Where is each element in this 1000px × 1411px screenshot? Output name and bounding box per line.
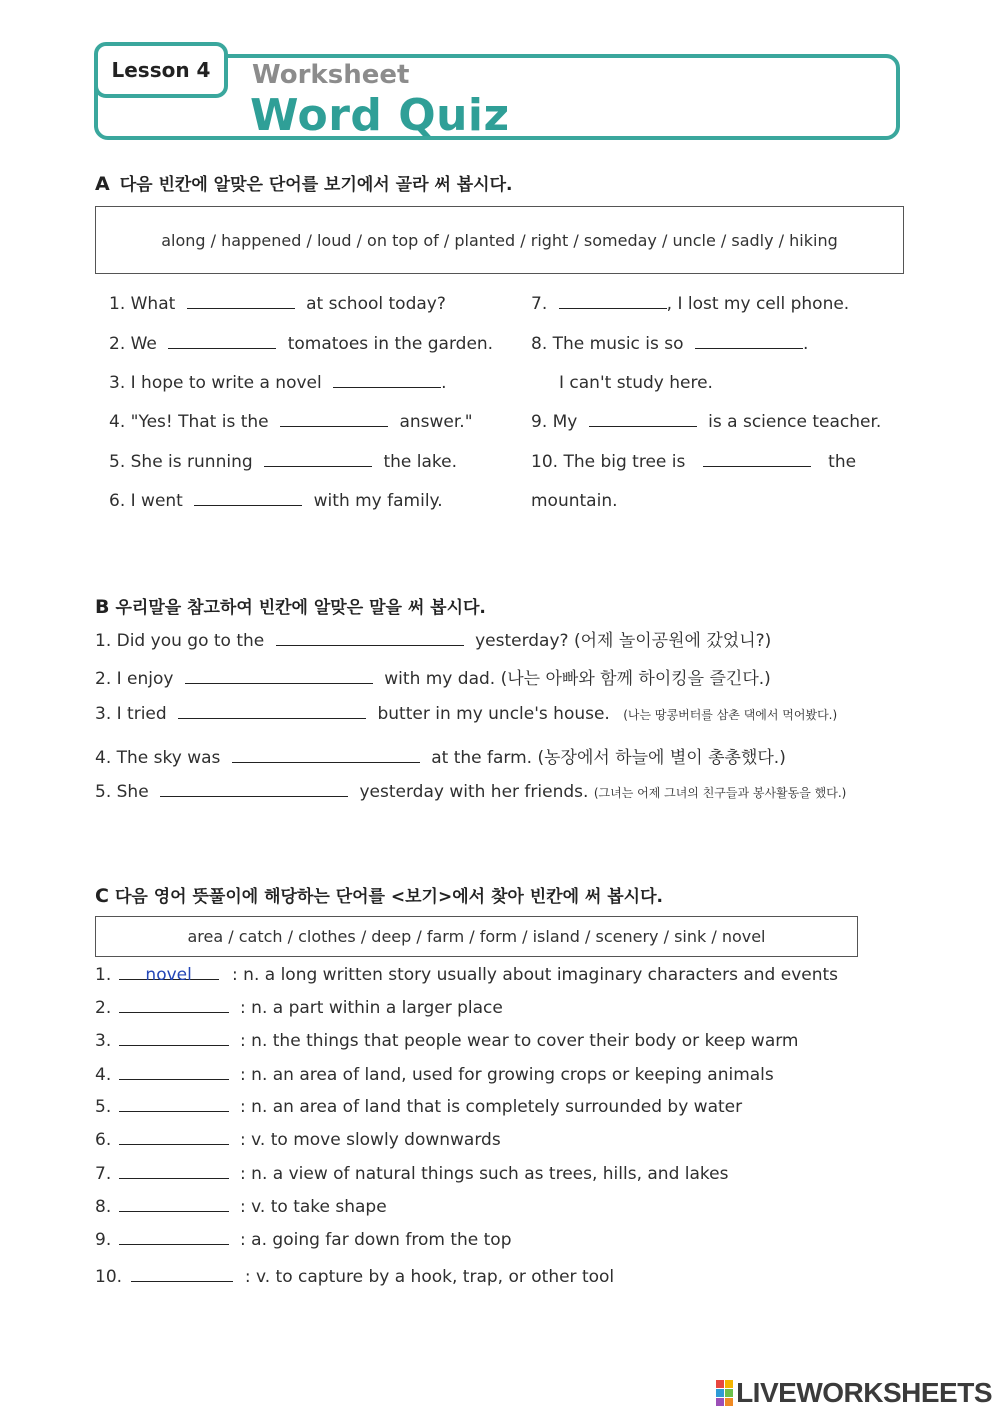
a-q2-start: 2. We <box>109 334 157 354</box>
a-q5-start: 5. She is running <box>109 452 253 472</box>
c-item-definition: : v. to move slowly downwards <box>240 1130 501 1150</box>
b-q4-korean: (농장에서 하늘에 별이 총총했다.) <box>537 748 786 768</box>
a-q10-blank[interactable] <box>703 452 811 467</box>
section-c-word-bank-text: area / catch / clothes / deep / farm / form / island / scenery / sink / novel <box>187 927 766 946</box>
c-item-4-blank[interactable] <box>119 1065 229 1080</box>
b-q2-blank[interactable] <box>185 669 373 684</box>
a-q4 <box>109 412 473 432</box>
logo-block <box>716 1389 724 1397</box>
worksheet-subtitle: Worksheet <box>252 60 410 90</box>
logo-block <box>725 1389 733 1397</box>
section-a-word-bank <box>95 206 904 274</box>
a-q1-blank[interactable] <box>187 294 295 309</box>
c-item-number: 4. <box>95 1065 112 1085</box>
c-item-number: 3. <box>95 1031 112 1051</box>
section-a-instruction: 다음 빈칸에 알맞은 단어를 보기에서 골라 써 봅시다. <box>119 175 513 195</box>
b-q4-blank[interactable] <box>232 748 420 763</box>
c-item-number: 1. <box>95 965 112 985</box>
section-c-letter: C <box>95 885 109 907</box>
b-q3-korean: (나는 땅콩버터를 삼촌 댁에서 먹어봤다.) <box>623 708 838 722</box>
a-q3 <box>109 373 447 393</box>
c-item-7-blank[interactable] <box>119 1164 229 1179</box>
section-b-instruction: 우리말을 참고하여 빈칸에 알맞은 말을 써 봅시다. <box>115 598 486 618</box>
a-q7-start: 7. <box>531 294 548 314</box>
c-item-6-blank[interactable] <box>119 1130 229 1145</box>
c-item-5-blank[interactable] <box>119 1097 229 1112</box>
liveworksheets-logo-text: LIVEWORKSHEETS <box>736 1377 992 1408</box>
a-q3-blank[interactable] <box>333 373 441 388</box>
a-q2-end: tomatoes in the garden. <box>287 334 494 354</box>
logo-block <box>716 1398 724 1406</box>
c-item-number: 10. <box>95 1267 123 1287</box>
c-item-2-blank[interactable] <box>119 998 229 1013</box>
b-q3-start: 3. I tried <box>95 704 167 724</box>
c-item-definition: : v. to capture by a hook, trap, or other tool <box>244 1267 615 1287</box>
a-q5 <box>109 452 457 472</box>
b-q5-end: yesterday with her friends. <box>359 782 589 802</box>
logo-block <box>725 1380 733 1388</box>
logo-block <box>725 1398 733 1406</box>
c-item <box>95 1031 799 1051</box>
c-item <box>95 998 503 1018</box>
b-q5 <box>95 782 846 802</box>
b-q5-blank[interactable] <box>160 782 348 797</box>
c-item-definition: : v. to take shape <box>240 1197 387 1217</box>
liveworksheets-logo[interactable] <box>716 1377 992 1409</box>
b-q3-blank[interactable] <box>178 704 366 719</box>
b-q3 <box>95 704 837 724</box>
b-q2-korean: (나는 아빠와 함께 하이킹을 즐긴다.) <box>500 669 771 689</box>
c-item <box>95 1065 774 1085</box>
c-item-3-blank[interactable] <box>119 1031 229 1046</box>
c-item-8-blank[interactable] <box>119 1197 229 1212</box>
a-q3-start: 3. I hope to write a novel <box>109 373 322 393</box>
c-item <box>95 1230 511 1250</box>
a-q6-blank[interactable] <box>194 491 302 506</box>
c-item-9-blank[interactable] <box>119 1230 229 1245</box>
c-item <box>95 965 838 985</box>
a-q2-blank[interactable] <box>168 334 276 349</box>
a-q1 <box>109 294 446 314</box>
a-q1-start: 1. What <box>109 294 176 314</box>
a-q5-blank[interactable] <box>264 452 372 467</box>
b-q1-korean: (어제 놀이공원에 갔었니?) <box>573 631 772 651</box>
c-item-number: 5. <box>95 1097 112 1117</box>
b-q4-end: at the farm. <box>431 748 533 768</box>
section-b-letter: B <box>95 596 110 618</box>
section-a-word-bank-text: along / happened / loud / on top of / planted / right / someday / uncle / sadly / hiking <box>161 230 838 250</box>
c-item <box>95 1267 614 1287</box>
b-q2-start: 2. I enjoy <box>95 669 174 689</box>
a-q7 <box>531 294 849 314</box>
c-item-10-blank[interactable] <box>131 1267 233 1282</box>
c-item-definition: : n. a part within a larger place <box>240 998 503 1018</box>
logo-block <box>716 1380 724 1388</box>
c-item-number: 8. <box>95 1197 112 1217</box>
lesson-label: Lesson 4 <box>94 42 228 98</box>
b-q3-end: butter in my uncle's house. <box>377 704 610 724</box>
section-a-letter: A <box>95 173 110 195</box>
a-q8-blank[interactable] <box>695 334 803 349</box>
a-q2 <box>109 334 493 354</box>
a-q8-continued: I can't study here. <box>559 373 713 393</box>
c-item-1-blank[interactable]: novel <box>119 965 219 980</box>
a-q9 <box>531 412 881 432</box>
a-q10 <box>531 452 856 472</box>
c-item-definition: : n. an area of land that is completely surrounded by water <box>240 1097 743 1117</box>
c-item-number: 2. <box>95 998 112 1018</box>
c-item <box>95 1130 501 1150</box>
c-item-definition: : n. a long written story usually about imaginary characters and events <box>232 965 839 985</box>
c-item-definition: : n. an area of land, used for growing crops or keeping animals <box>240 1065 774 1085</box>
section-a-heading <box>95 170 512 195</box>
b-q1-blank[interactable] <box>276 631 464 646</box>
b-q2-end: with my dad. <box>384 669 496 689</box>
c-item <box>95 1164 728 1184</box>
b-q4-start: 4. The sky was <box>95 748 221 768</box>
a-q4-end: answer." <box>399 412 473 432</box>
c-item-definition: : n. the things that people wear to cover their body or keep warm <box>240 1031 799 1051</box>
c-item-number: 7. <box>95 1164 112 1184</box>
a-q8 <box>531 334 808 354</box>
a-q5-end: the lake. <box>383 452 457 472</box>
section-c-word-bank <box>95 916 858 957</box>
b-q5-start: 5. She <box>95 782 149 802</box>
a-q8-start: 8. The music is so <box>531 334 684 354</box>
a-q8-end: . <box>802 334 809 354</box>
c-item-definition: : a. going far down from the top <box>240 1230 512 1250</box>
a-q10-end: the <box>828 452 857 472</box>
b-q5-korean: (그녀는 어제 그녀의 친구들과 봉사활동을 했다.) <box>593 786 847 800</box>
section-c-heading <box>95 882 663 907</box>
b-q2 <box>95 664 771 689</box>
a-q9-end: is a science teacher. <box>708 412 882 432</box>
c-item-number: 9. <box>95 1230 112 1250</box>
c-item <box>95 1097 742 1117</box>
a-q7-end: , I lost my cell phone. <box>666 294 850 314</box>
a-q9-blank[interactable] <box>589 412 697 427</box>
a-q9-start: 9. My <box>531 412 578 432</box>
page-title: Word Quiz <box>250 90 510 141</box>
b-q1-end: yesterday? <box>475 631 569 651</box>
a-q10-start: 10. The big tree is <box>531 452 686 472</box>
a-q4-start: 4. "Yes! That is the <box>109 412 269 432</box>
a-q6-end: with my family. <box>313 491 443 511</box>
a-q6-start: 6. I went <box>109 491 183 511</box>
a-q4-blank[interactable] <box>280 412 388 427</box>
b-q1 <box>95 626 771 651</box>
b-q4 <box>95 743 786 768</box>
a-q10-continued: mountain. <box>531 491 618 511</box>
b-q1-start: 1. Did you go to the <box>95 631 265 651</box>
a-q6 <box>109 491 443 511</box>
section-b-heading <box>95 593 486 618</box>
a-q3-end: . <box>441 373 447 393</box>
c-item-definition: : n. a view of natural things such as trees, hills, and lakes <box>240 1164 729 1184</box>
c-item <box>95 1197 387 1217</box>
section-c-instruction: 다음 영어 뜻풀이에 해당하는 단어를 <보기>에서 찾아 빈칸에 써 봅시다. <box>114 887 663 907</box>
a-q7-blank[interactable] <box>559 294 667 309</box>
a-q1-end: at school today? <box>306 294 446 314</box>
liveworksheets-logo-icon <box>716 1380 733 1406</box>
c-item-number: 6. <box>95 1130 112 1150</box>
